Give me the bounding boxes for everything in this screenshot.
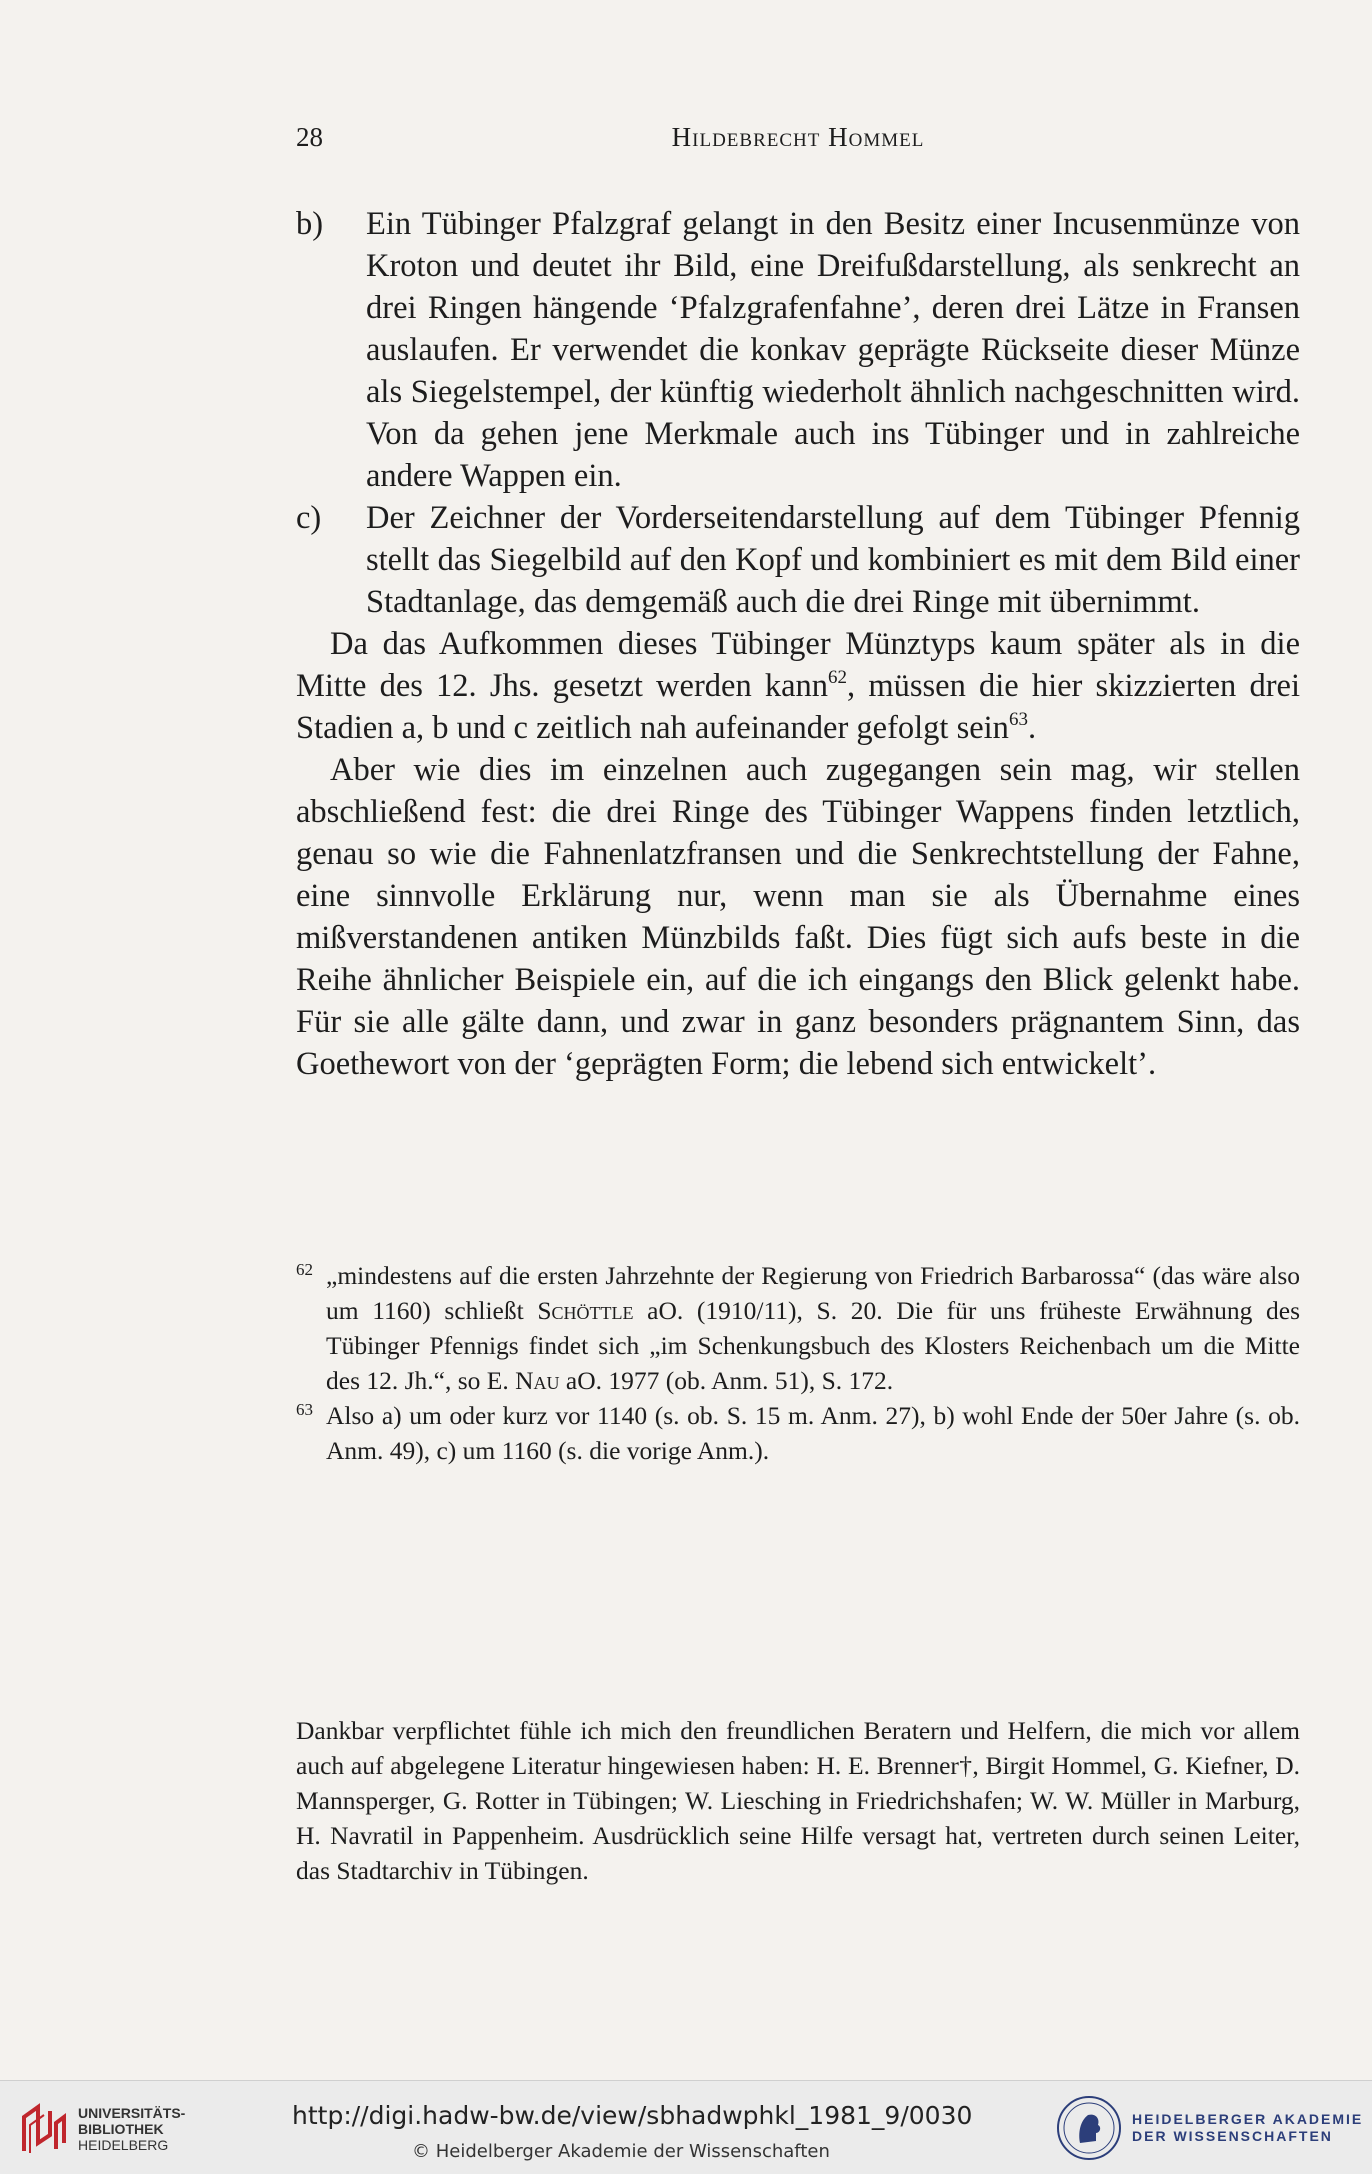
author-name: Nau	[515, 1366, 560, 1395]
ub-name-line: HEIDELBERG	[78, 2137, 169, 2153]
list-item-b	[296, 203, 1300, 497]
list-marker: b)	[296, 206, 324, 242]
academy-name-line: DER WISSENSCHAFTEN	[1132, 2128, 1333, 2144]
ub-heidelberg-logo-icon[interactable]	[20, 2103, 68, 2155]
text-run: .	[1027, 710, 1037, 746]
footnote-62	[296, 1258, 1300, 1398]
running-head: Hildebrecht Hommel	[671, 122, 925, 152]
author-name: Schöttle	[537, 1296, 634, 1325]
ub-heidelberg-name[interactable]	[78, 2105, 185, 2153]
ub-name-line: UNIVERSITÄTS-	[78, 2105, 186, 2121]
footnote-number: 63	[296, 1400, 313, 1419]
permalink-url[interactable]: http://digi.hadw-bw.de/view/sbhadwphkl_1981_9/0030	[292, 2101, 973, 2130]
acknowledgement: Dankbar verpflichtet fühle ich mich den freundlichen Beratern und Helfern, die mich vor allem auch auf abgelegene Literatur hingewiesen haben: H. E. Brenner†, Birgit Hommel, G. Kiefner, D. Mannsperger, G. Rotter in Tübingen; W. Liesching in Friedrichshafen; W. W. Müller in Marburg, H. Navratil in Pappenheim. Ausdrücklich seine Hilfe versagt hat, vertreten durch seinen Leiter, das Stadtarchiv in Tübingen.	[296, 1716, 1300, 1885]
list-item-c	[296, 497, 1300, 623]
text-run: aO. (1910/11), S. 20. Die für uns früheste Erwähnung des Tübinger Pfennigs findet sich „im Schenkungsbuch des Klosters Reichenbach um die Mitte des 12. Jh.“, so E.	[326, 1296, 1300, 1395]
paragraph: Aber wie dies im einzelnen auch zugegangen sein mag, wir stellen abschließend fest: die drei Ringe des Tübinger Wappens finden letztlich, genau so wie die Fahnenlatzfransen und die Senkrechtstellung der Fahne, eine sinnvolle Erklärung nur, wenn man sie als Übernahme eines mißverstandenen antiken Münzbilds faßt. Dies fügt sich aufs beste in die Reihe ähnlicher Beispiele ein, auf die ich eingangs den Blick gelenkt habe. Für sie alle gälte dann, und zwar in ganz besonders prägnantem Sinn, das Goethewort von der ‘geprägten Form; die lebend sich entwickelt’.	[296, 752, 1300, 1082]
paragraph	[296, 623, 1300, 749]
footnote-number: 62	[296, 1260, 313, 1279]
page-number: 28	[296, 122, 323, 152]
footnote-63	[296, 1398, 1300, 1468]
academy-name-line: HEIDELBERGER AKADEMIE	[1132, 2111, 1364, 2127]
text-run: , müssen die hier skizzierten drei Stadien a, b und c zeitlich nah aufeinander gefolgt sein	[296, 668, 1300, 746]
page-header	[296, 122, 1300, 162]
footnotes	[296, 1258, 1300, 1468]
main-text	[296, 203, 1300, 1085]
academy-name[interactable]	[1132, 2111, 1363, 2145]
footnote-ref[interactable]: 63	[1008, 709, 1028, 730]
list-marker: c)	[296, 500, 322, 536]
footnote-ref[interactable]: 62	[828, 667, 848, 688]
list-text: Der Zeichner der Vorderseitendarstellung auf dem Tübinger Pfennig stellt das Siegelbild auf den Kopf und kombiniert es mit dem Bild einer Stadtanlage, das demgemäß auch die drei Ringe mit übernimmt.	[366, 500, 1300, 620]
ub-name-line: BIBLIOTHEK	[78, 2121, 164, 2137]
viewer-footer	[0, 2080, 1372, 2174]
copyright-notice: © Heidelberger Akademie der Wissenschaften	[412, 2141, 830, 2162]
list-text: Ein Tübinger Pfalzgraf gelangt in den Besitz einer Incusenmünze von Kroton und deutet ihr Bild, eine Dreifußdarstellung, als senkrecht an drei Ringen hängende ‘Pfalzgrafenfahne’, deren drei Lätze in Fransen auslaufen. Er verwendet die konkav geprägte Rückseite dieser Münze als Siegelstempel, der künftig wiederholt ähnlich nachgeschnitten wird. Von da gehen jene Merkmale auch ins Tübinger und in zahlreiche andere Wappen ein.	[366, 206, 1300, 494]
footnote-text: Also a) um oder kurz vor 1140 (s. ob. S. 15 m. Anm. 27), b) wohl Ende der 50er Jahre (s. ob. Anm. 49), c) um 1160 (s. die vorige Anm.).	[326, 1401, 1300, 1465]
text-run: aO. 1977 (ob. Anm. 51), S. 172.	[559, 1366, 894, 1395]
text-run: „mindestens auf die ersten Jahrzehnte der Regierung von Friedrich Barbarossa“ (das wäre also um 1160) schließt	[326, 1261, 1300, 1325]
text-run: Da das Aufkommen dieses Tübinger Münztyps kaum später als in die Mitte des 12. Jhs. gesetzt werden kann	[296, 626, 1300, 704]
academy-seal-icon[interactable]	[1056, 2095, 1122, 2161]
footnote-text	[326, 1258, 1300, 1398]
